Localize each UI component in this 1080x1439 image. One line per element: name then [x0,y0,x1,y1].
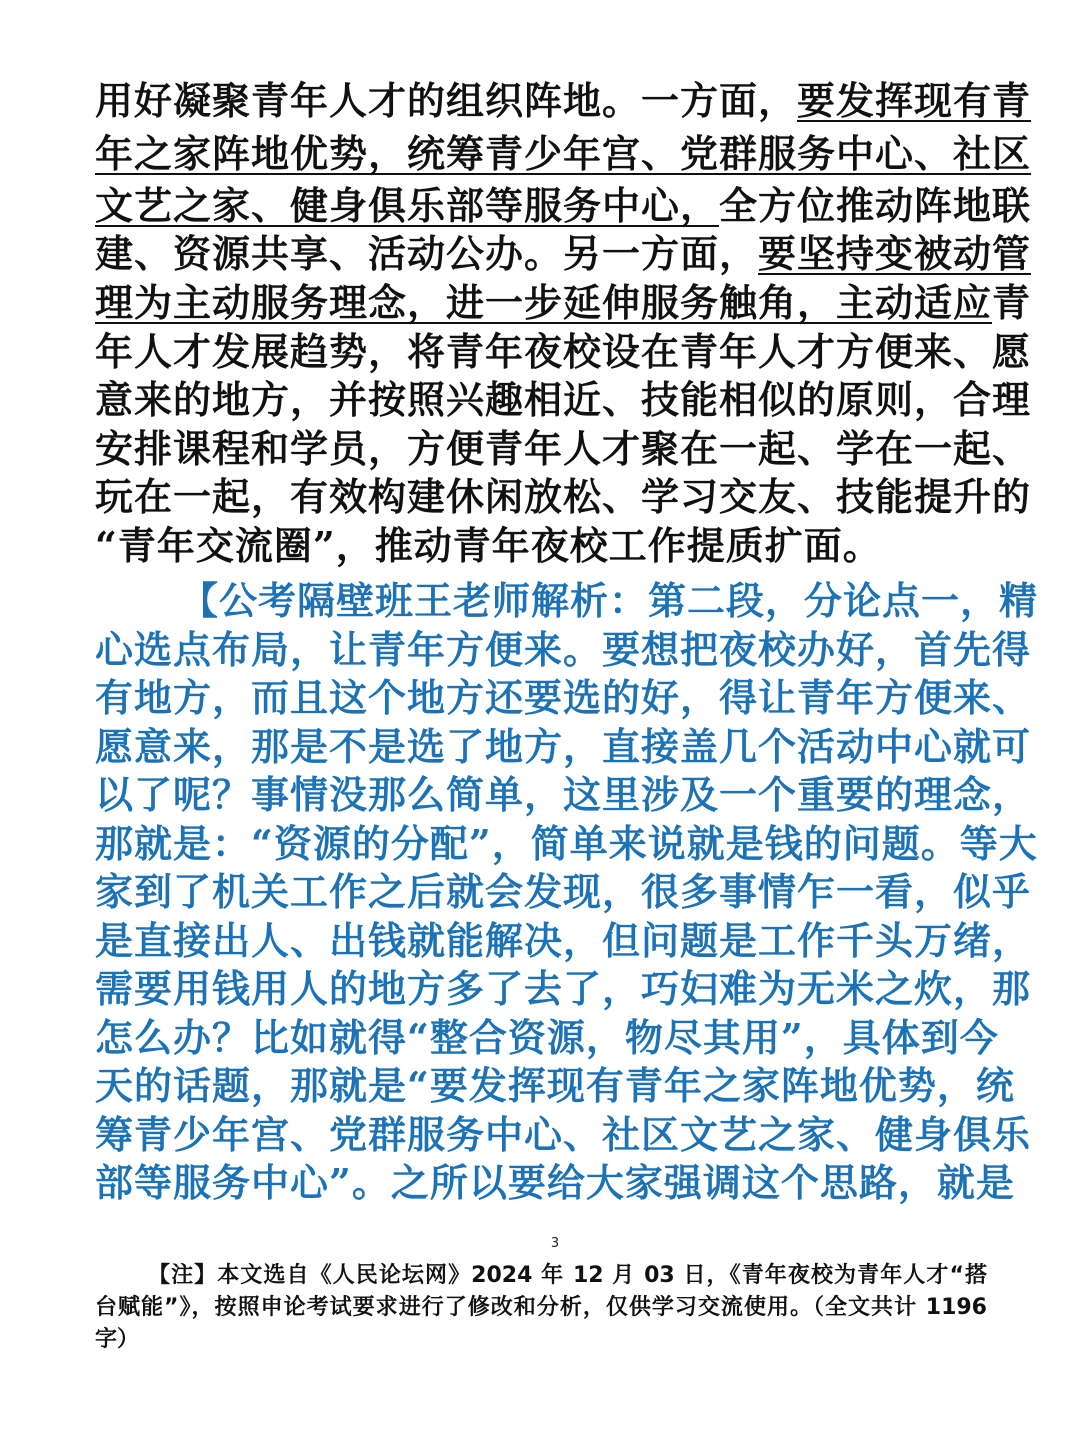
analysis-line-8: 是直接出人、出钱就能解决，但问题是工作千头万绪， [95,918,1032,963]
analysis-line-13: 部等服务中心”。之所以要给大家强调这个思路，就是 [95,1160,1015,1205]
analysis-line-3: 有地方，而且这个地方还要选的好，得让青年方便来、 [95,675,1032,720]
underlined-text: 要发挥现有青 [797,78,1032,123]
analysis-line-4: 愿意来，那是不是选了地方，直接盖几个活动中心就可 [95,724,1032,769]
body-line-5 [95,276,1032,330]
body-line-3 [95,179,1032,233]
analysis-line-6: 那就是：“资源的分配”，简单来说就是钱的问题。等大 [95,821,1038,866]
analysis-line-5: 以了呢？事情没那么简单，这里涉及一个重要的理念， [95,772,1032,817]
body-text: 用好凝聚青年人才的组织阵地。一方面， [95,78,798,123]
page-number: 3 [550,1236,560,1251]
body-text: 全方位推动阵地联 [719,183,1032,228]
body-line-8: 安排课程和学员，方便青年人才聚在一起、学在一起、 [95,426,1032,471]
analysis-line-1: 【公考隔壁班王老师解析：第二段，分论点一，精 [180,578,1039,623]
body-line-10: “青年交流圈”，推动青年夜校工作提质扩面。 [95,523,882,568]
body-line-4 [95,227,1032,281]
analysis-line-2: 心选点布局，让青年方便来。要想把夜校办好，首先得 [95,627,1032,672]
analysis-line-12: 筹青少年宫、党群服务中心、社区文艺之家、健身俱乐 [95,1112,1032,1157]
body-text: 建、资源共享、活动公办。另一方面， [95,231,759,276]
underlined-text: 年之家阵地优势，统筹青少年宫、党群服务中心、社区 [95,131,1032,176]
analysis-line-11: 天的话题，那就是“要发挥现有青年之家阵地优势，统 [95,1063,1015,1108]
body-line-6: 年人才发展趋势，将青年夜校设在青年人才方便来、愿 [95,329,1032,374]
body-line-7: 意来的地方，并按照兴趣相近、技能相似的原则，合理 [95,377,1032,422]
body-line-2 [95,127,1032,181]
body-text: 青 [992,280,1032,325]
underlined-text: 要坚持变被动管 [758,231,1032,276]
analysis-line-10: 怎么办？比如就得“整合资源，物尽其用”，具体到今 [95,1015,999,1060]
footnote-line-3: 字） [95,1327,140,1352]
underlined-text: 文艺之家、健身俱乐部等服务中心， [95,183,720,228]
analysis-line-9: 需要用钱用人的地方多了去了，巧妇难为无米之炊，那 [95,966,1032,1011]
footnote-line-1: 【注】本文选自《人民论坛网》2024 年 12 月 03 日，《青年夜校为青年人才“搭 [148,1263,987,1288]
footnote-line-2: 台赋能”》，按照申论考试要求进行了修改和分析，仅供学习交流使用。（全文共计 1196 [95,1295,987,1320]
underlined-text: 理为主动服务理念，进一步延伸服务触角，主动适应 [95,280,993,325]
analysis-line-7: 家到了机关工作之后就会发现，很多事情乍一看，似乎 [95,869,1032,914]
body-line-1 [95,74,1032,128]
body-line-9: 玩在一起，有效构建休闲放松、学习交友、技能提升的 [95,474,1032,519]
